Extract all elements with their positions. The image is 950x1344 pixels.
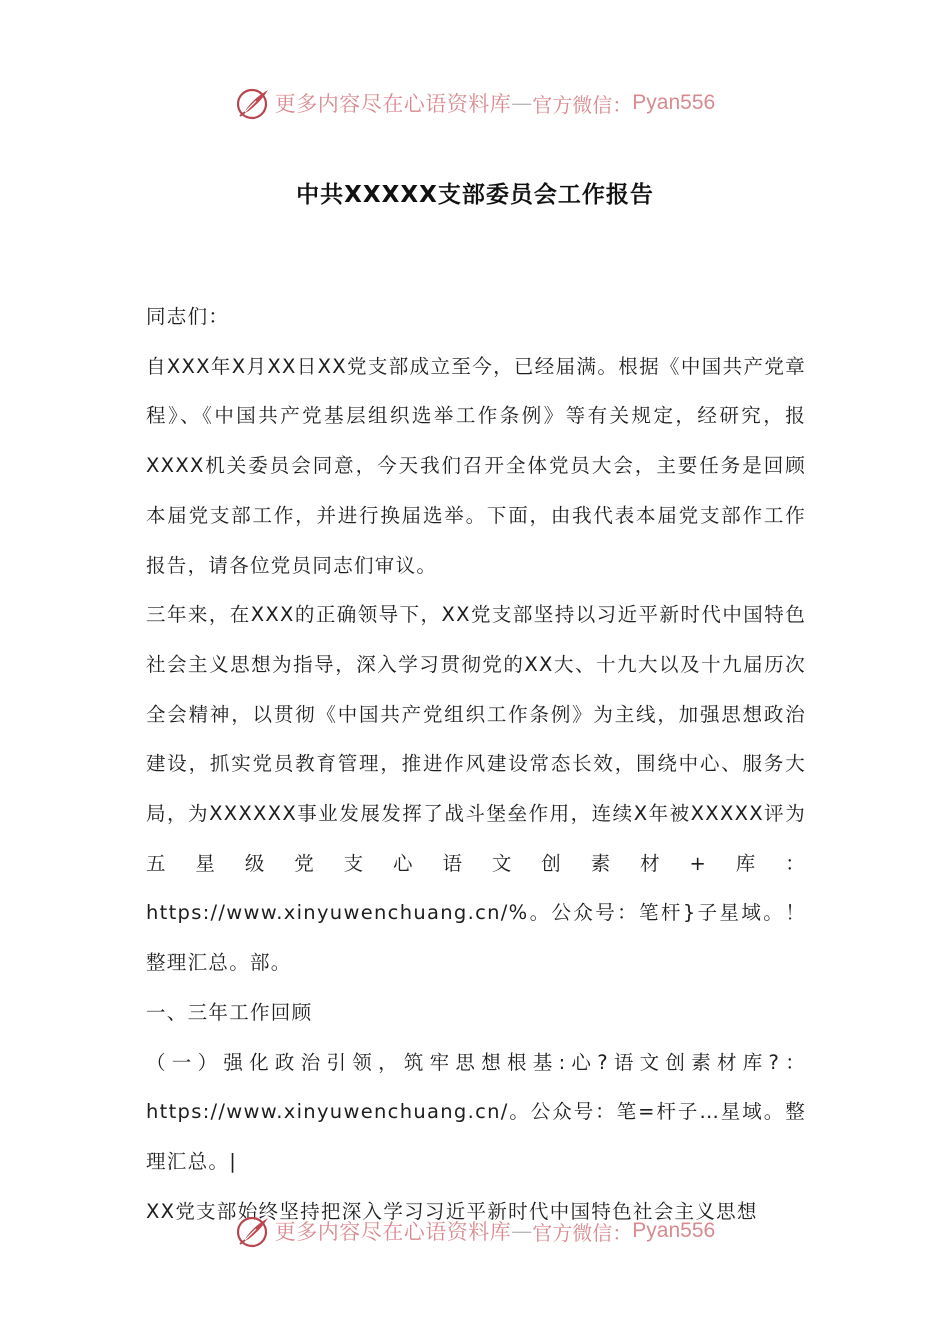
footer-contact-label: 官方微信： xyxy=(532,1220,633,1245)
header-contact-label: 官方微信： xyxy=(532,92,633,117)
footer-watermark xyxy=(0,1208,950,1254)
footer-tagline: 更多内容尽在心语资料库 xyxy=(274,1220,512,1244)
header-watermark xyxy=(0,80,950,126)
header-separator: — xyxy=(511,91,533,115)
paragraph-3: XX党支部始终坚持把深入学习习近平新时代中国特色社会主义思想 xyxy=(146,1199,758,1223)
salutation: 同志们： xyxy=(146,305,230,328)
quill-logo-icon xyxy=(235,1213,271,1249)
header-wechat-id: Pyan556 xyxy=(632,91,716,114)
paragraph-2: 三年来，在XXX的正确领导下，XX党支部坚持以习近平新时代中国特色社会主义思想为指导，深入学习贯彻党的XX大、十九大以及十九届历次全会精神，以贯彻《中国共产党组织工作条例》为主线，加强思想政治建设，抓实党员教育管理，推进作风建设常态长效，围绕中心、服务大局，为XXXXXX事业发展发挥了战斗堡垒作用，连续X年被XXXXX评为五星级党支心语文创素材+库：https://www.xinyuwenchuang.cn/%。公众号：笔杆}子星域。！整理汇总。部。 xyxy=(146,603,806,975)
section-1-heading: 一、三年工作回顾 xyxy=(146,1000,313,1024)
footer-separator: — xyxy=(511,1219,533,1243)
document-body xyxy=(146,292,806,1236)
footer-wechat-id: Pyan556 xyxy=(632,1219,716,1242)
subsection-1-heading: （一）强化政治引领，筑牢思想根基:心?语文创素材库?：https://www.xinyuwenchuang.cn/。公众号：笔=杆子…星域。整理汇总。| xyxy=(146,1050,806,1173)
paragraph-1: 自XXX年X月XX日XX党支部成立至今，已经届满。根据《中国共产党章程》、《中国共产党基层组织选举工作条例》等有关规定，经研究，报XXXX机关委员会同意，今天我们召开全体党员大会，主要任务是回顾本届党支部工作，并进行换届选举。下面，由我代表本届党支部作工作报告，请各位党员同志们审议。 xyxy=(146,354,806,577)
document-title: 中共XXXXX支部委员会工作报告 xyxy=(296,182,654,208)
header-tagline: 更多内容尽在心语资料库 xyxy=(274,92,512,116)
quill-logo-icon xyxy=(235,85,271,121)
